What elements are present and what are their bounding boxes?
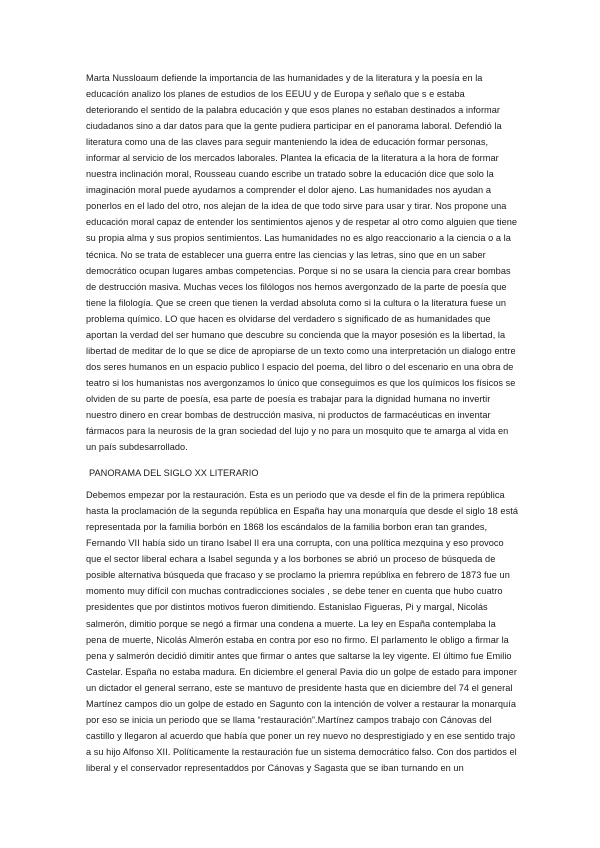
paragraph-spacer: [86, 455, 518, 459]
document-body: [86, 70, 518, 776]
paragraph-restauracion: Debemos empezar por la restauración. Esta es un periodo que va desde el fin de la primera república hasta la proclamación de la segunda república en España hay una monarquía que desde el siglo 18 está representada por la familia borbón en 1868 los escándalos de la familia borbon eran tan grandes, Fernando VII había sido un tirano Isabel II era una corrupta, con una política mezquina y eso provoco que el sector liberal echara a Isabel segunda y a los borbones se abrió un proceso de búsqueda de posible alternativa búsqueda que fracaso y se proclamo la priemra repúblixa en febrero de 1873 fue un momento muy difícil con muchas contradicciones sociales , se debe tener en cuenta que hubo cuatro presidentes que por distintos motivos fueron dimitiendo. Estanislao Figueras, Pi y margal, Nicolás salmerón, dimitio porque se negó a firmar una condena a muerte. La ley en España contemplaba la pena de muerte, Nicolás Almerón estaba en contra por eso no firmo. El parlamento le obligo a firmar la pena y salmerón decidió dimitir antes que firmar o antes que saltarse la ley vigente. El último fue Emilio Castelar. España no estaba madura. En diciembre el general Pavia dio un golpe de estado para imponer un dictador el general serrano, este se mantuvo de presidente hasta que en diciembre del 74 el general Martínez campos dio un golpe de estado en Sagunto con la intención de volver a restaurar la monarquía por eso se inicia un periodo que se llama “restauración”.Martínez campos trabajo con Cánovas del castillo y llegaron al acuerdo que había que poner un rey nuevo no desprestigiado y en ese sentido trajo a su hijo Alfonso XII. Políticamente la restauración fue un sistema democrático falso. Con dos partidos el liberal y el conservador representaddos por Cánovas y Sagasta que se iban turnando en un: [86, 490, 519, 773]
section-heading: PANORAMA DEL SIGLO XX LITERARIO: [89, 468, 259, 479]
paragraph-humanidades: Marta Nussloaum defiende la importancia de las humanidades y de la literatura y la poesía en la educacíón analizo los planes de estudios de los EEUU y de Europa y señalo que s e estaba deteriorando el sentido de la palabra educación y que esos planes no estaban destinados a informar ciudadanos sino a dar datos para que la gente pudiera participar en el panorama laboral. Defendió la literatura como una de las claves para seguir manteniendo la idea de educación formar personas, informar al servicio de los mercados laborales. Plantea la eficacia de la literatura a la hora de formar nuestra inclinación moral, Rousseau cuando escribe un tratado sobre la educación dice que solo la imaginación moral puede ayudarnos a comprender el dolor ajeno. Las humanidades nos ayudan a ponerlos en el lado del otro, nos alejan de la idea de que todo sirve para usar y tirar. Nos propone una educación moral capaz de entender los sentimientos ajenos y de respetar al otro como alguien que tiene su propia alma y sus propios sentimientos. Las humanidades no es algo reaccionario a la ciencia o a la técnica. No se trata de establecer una guerra entre las ciencias y las letras, sino que en un saber democrático ocupan lugares ambas competencias. Porque si no se usara la ciencia para crear bombas de destrucción masiva. Muchas veces los filólogos nos hemos avergonzado de la parte de poesía que tiene la filología. Que se creen que tienen la verdad absoluta como si la cultura o la literatura fuese un problema químico. LO que hacen es olvidarse del verdadero s significado de as humanidades que aportan la verdad del ser humano que descubre su concienda que la mayor posesión es la libertad, la libertad de meditar de lo que se dice de apropiarse de un texto como una interpretación un dialogo entre dos seres humanos en un espacio publico l espacio del poema, del libro o del escenario en una obra de teatro si los humanistas nos avergonzamos lo único que conseguimos es que los químicos los físicos se olviden de su parte de poesía, esa parte de poesía es trabajar para la dignidad humana no invertir nuestro dinero en crear bombas de destrucción masiva, ni productos de farmacéuticas en inventar fármacos para la neurosis de la gran sociedad del lujo y no para un mosquito que te amarga al vida en un país subdesarrollado.: [86, 73, 518, 453]
